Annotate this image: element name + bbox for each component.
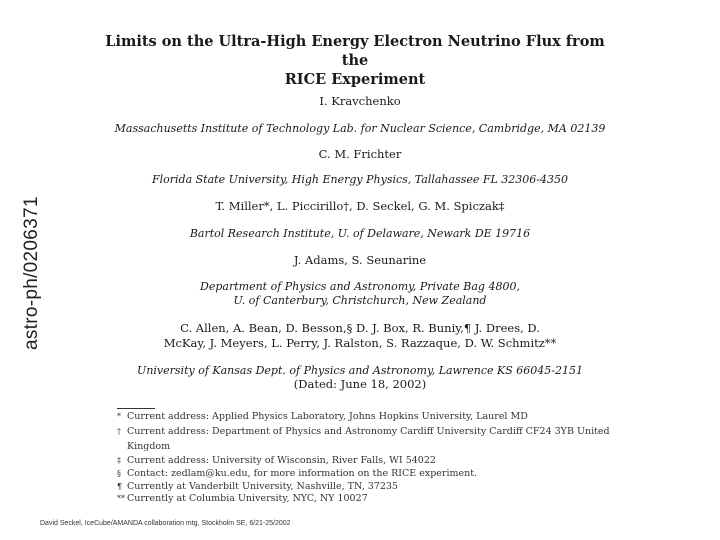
footnote-mark: † xyxy=(117,427,121,436)
author-line: J. Adams, S. Seunarine xyxy=(293,253,427,267)
footnote-mark: ** xyxy=(117,494,125,503)
title-line-1: Limits on the Ultra-High Energy Electron Neutrino Flux from the xyxy=(105,33,605,69)
affiliation-line: Bartol Research Institute, U. of Delaware, Newark DE 19716 xyxy=(189,227,531,240)
footnote xyxy=(117,468,597,479)
affiliation-line: Massachusetts Institute of Technology Lab. for Nuclear Science, Cambridge, MA 02139 xyxy=(114,122,606,135)
affiliation-line: U. of Canterbury, Christchurch, New Zealand xyxy=(233,294,487,307)
footnote-text: Current address: University of Wisconsin, River Falls, WI 54022 xyxy=(127,455,436,466)
footnote xyxy=(117,493,597,504)
footnote-mark: ‡ xyxy=(117,456,121,465)
slide-footer: David Seckel, IceCube/AMANDA collaboration mtg, Stockholm SE, 6/21-25/2002 xyxy=(40,520,291,527)
footnote-divider xyxy=(117,408,155,409)
footnote-text: Current address: Applied Physics Laboratory, Johns Hopkins University, Laurel MD xyxy=(127,411,528,422)
footnote xyxy=(117,481,597,492)
author-line: McKay, J. Meyers, L. Perry, J. Ralston, S. Razzaque, D. W. Schmitz** xyxy=(163,336,557,350)
paper-title xyxy=(100,32,610,89)
footnote-text: Current address: Department of Physics and Astronomy Cardiff University Cardiff CF24 3YB United xyxy=(127,426,610,437)
affiliation-line: University of Kansas Dept. of Physics and Astronomy, Lawrence KS 66045-2151 xyxy=(137,364,583,377)
footnote xyxy=(117,426,610,437)
footnote-text: Kingdom xyxy=(127,441,171,452)
author-line: I. Kravchenko xyxy=(319,94,401,108)
arxiv-identifier: astro-ph/0206371 xyxy=(21,196,42,350)
footnote xyxy=(117,441,597,452)
affiliation-line: Department of Physics and Astronomy, Private Bag 4800, xyxy=(200,280,520,293)
footnote-text: Contact: zedlam@ku.edu, for more information on the RICE experiment. xyxy=(127,468,478,479)
footnote-mark: § xyxy=(117,469,121,478)
author-line: C. M. Frichter xyxy=(318,147,402,161)
author-line: T. Miller*, L. Piccirillo†, D. Seckel, G. M. Spiczak‡ xyxy=(215,199,505,213)
footnote-text: Currently at Vanderbilt University, Nashville, TN, 37235 xyxy=(127,481,398,492)
footnote-mark: * xyxy=(117,412,121,421)
author-line: C. Allen, A. Bean, D. Besson,§ D. J. Box, R. Buniy,¶ J. Drees, D. xyxy=(180,321,540,335)
title-line-2: RICE Experiment xyxy=(284,71,426,88)
footnote xyxy=(117,411,597,422)
footnote-mark: ¶ xyxy=(117,482,123,491)
dated-line: (Dated: June 18, 2002) xyxy=(293,377,427,391)
footnote-text: Currently at Columbia University, NYC, NY 10027 xyxy=(127,493,368,504)
footnote xyxy=(117,455,597,466)
affiliation-line: Florida State University, High Energy Physics, Tallahassee FL 32306-4350 xyxy=(151,173,569,186)
